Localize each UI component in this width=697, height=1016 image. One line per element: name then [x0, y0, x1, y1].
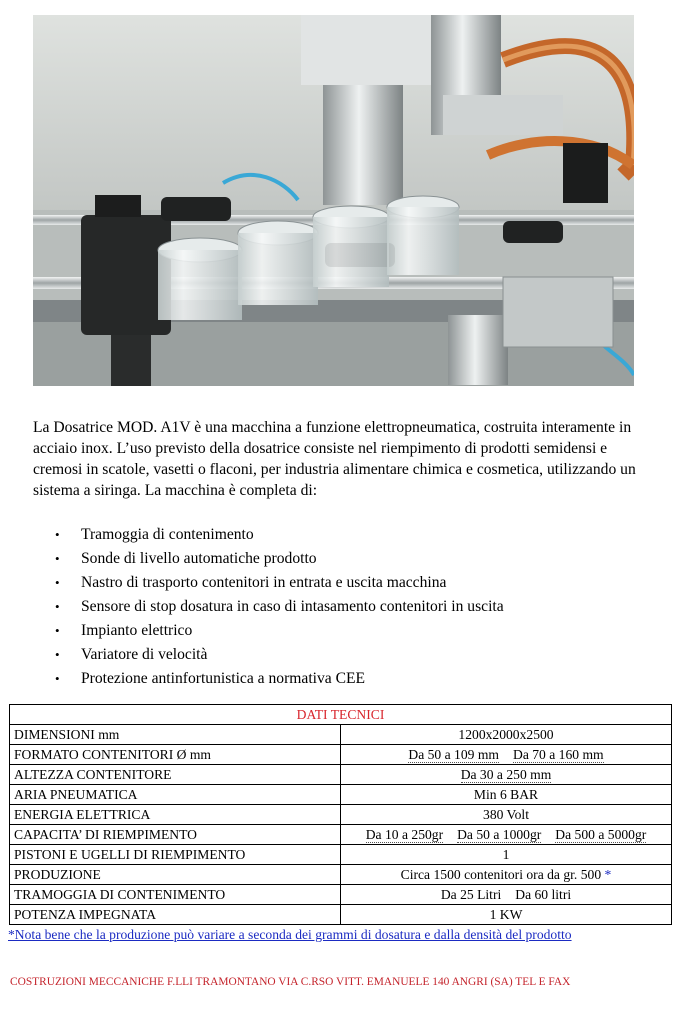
row-label: PRODUZIONE — [10, 865, 341, 885]
bullet-icon: • — [55, 671, 60, 686]
row-value — [341, 885, 672, 905]
table-row — [10, 745, 672, 765]
table-row — [10, 865, 672, 885]
value-text: Da 70 a 160 mm — [513, 747, 604, 762]
row-label: TRAMOGGIA DI CONTENIMENTO — [10, 885, 341, 905]
jar-3 — [313, 206, 389, 287]
bullet-icon: • — [55, 623, 60, 638]
row-label: POTENZA IMPEGNATA — [10, 905, 341, 925]
row-value — [341, 865, 672, 885]
row-value — [341, 825, 672, 845]
feature-list — [33, 523, 504, 691]
machine-photo-illustration — [33, 15, 634, 386]
list-item-text: Sonde di livello automatiche prodotto — [81, 550, 317, 567]
table-row — [10, 905, 672, 925]
value-text: Min 6 BAR — [473, 787, 539, 802]
value-text: Da 60 litri — [515, 887, 572, 902]
list-item — [33, 547, 504, 571]
bullet-icon: • — [55, 551, 60, 566]
list-item-text: Sensore di stop dosatura in caso di intasamento contenitori in uscita — [81, 598, 504, 615]
bullet-icon: • — [55, 599, 60, 614]
list-item — [33, 643, 504, 667]
footnote: *Nota bene che la produzione può variare a seconda dei grammi di dosatura e dalla densità del prodotto — [8, 927, 572, 942]
value-text: Da 25 Litri — [440, 887, 502, 902]
row-value — [341, 745, 672, 765]
value-text: Da 30 a 250 mm — [460, 767, 552, 782]
value-text: 380 Volt — [483, 807, 529, 822]
row-value — [341, 905, 672, 925]
list-item-text: Tramoggia di contenimento — [81, 526, 254, 543]
bullet-icon: • — [55, 575, 60, 590]
table-row — [10, 885, 672, 905]
description-paragraph: La Dosatrice MOD. A1V è una macchina a funzione elettropneumatica, costruita interamente in acciaio inox. L’uso previsto della dosatrice consiste nel riempimento di prodotti semidensi e cremosi in scatole, vasetti o flaconi, per industria alimentare chimica e cosmetica, utilizzando un sistema a siringa. La macchina è completa di: — [33, 419, 636, 499]
row-label: ALTEZZA CONTENITORE — [10, 765, 341, 785]
row-label: DIMENSIONI mm — [10, 725, 341, 745]
value-text: Da 10 a 250gr — [365, 827, 444, 842]
row-value — [341, 845, 672, 865]
row-label: FORMATO CONTENITORI Ø mm — [10, 745, 341, 765]
table-title-row — [10, 705, 672, 725]
row-value — [341, 725, 672, 745]
list-item — [33, 595, 504, 619]
table-row — [10, 765, 672, 785]
table-title: DATI TECNICI — [10, 705, 672, 725]
list-item-text: Protezione antinfortunistica a normativa CEE — [81, 670, 366, 687]
row-value — [341, 805, 672, 825]
table-row — [10, 805, 672, 825]
list-item-text: Variatore di velocità — [81, 646, 208, 663]
row-label: ENERGIA ELETTRICA — [10, 805, 341, 825]
footnote-mark: * — [604, 867, 612, 882]
value-text: Da 50 a 109 mm — [408, 747, 499, 762]
list-item-text: Impianto elettrico — [81, 622, 193, 639]
table-row — [10, 785, 672, 805]
list-item — [33, 619, 504, 643]
row-value — [341, 785, 672, 805]
company-footer: COSTRUZIONI MECCANICHE F.LLI TRAMONTANO VIA C.RSO VITT. EMANUELE 140 ANGRI (SA) TEL E FAX — [10, 976, 571, 988]
value-text: 1200x2000x2500 — [458, 727, 554, 742]
table-row — [10, 825, 672, 845]
value-text: 1 KW — [489, 907, 523, 922]
value-text: Circa 1500 contenitori ora da gr. 500 — [400, 867, 602, 882]
row-value — [341, 765, 672, 785]
value-text: 1 — [502, 847, 510, 862]
jar-1 — [158, 238, 242, 320]
bullet-icon: • — [55, 647, 60, 662]
list-item — [33, 667, 504, 691]
row-label: CAPACITA’ DI RIEMPIMENTO — [10, 825, 341, 845]
jar-2 — [238, 221, 318, 305]
value-text: Da 500 a 5000gr — [555, 827, 647, 842]
row-label: ARIA PNEUMATICA — [10, 785, 341, 805]
list-item — [33, 523, 504, 547]
table-row — [10, 725, 672, 745]
row-label: PISTONI E UGELLI DI RIEMPIMENTO — [10, 845, 341, 865]
jar-4 — [387, 196, 459, 275]
machine-photo — [33, 15, 634, 386]
bullet-icon: • — [55, 527, 60, 542]
list-item-text: Nastro di trasporto contenitori in entrata e uscita macchina — [81, 574, 447, 591]
value-text: Da 50 a 1000gr — [457, 827, 542, 842]
technical-data-table — [9, 704, 672, 925]
table-row — [10, 845, 672, 865]
list-item — [33, 571, 504, 595]
